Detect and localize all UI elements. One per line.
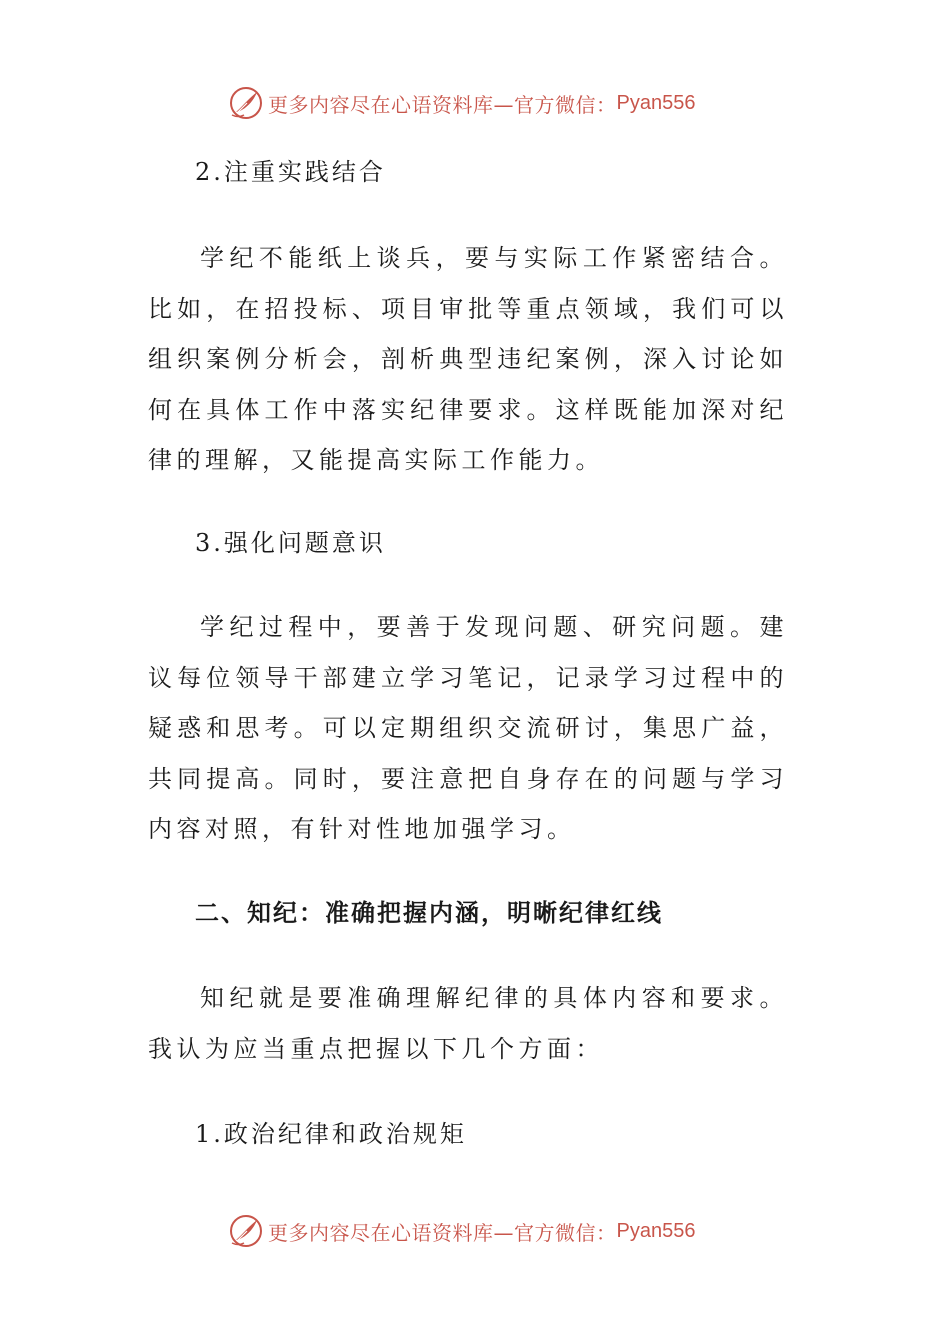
- watermark-text: 更多内容尽在心语资料库—官方微信：: [268, 92, 617, 117]
- section-heading-zhiji: 二、知纪：准确把握内涵，明晰纪律红线: [195, 899, 663, 927]
- quill-pen-logo-icon: [228, 1213, 264, 1249]
- paragraph-zhiji: 知纪就是要准确理解纪律的具体内容和要求。我认为应当重点把握以下几个方面：: [148, 984, 788, 1063]
- paragraph-problem-awareness: 学纪过程中，要善于发现问题、研究问题。建议每位领导干部建立学习笔记，记录学习过程中的疑惑和思考。可以定期组织交流研讨，集思广益，共同提高。同时，要注意把自身存在的问题与学习内容对照，有针对性地加强学习。: [148, 613, 788, 843]
- subheading-problem-awareness: 3.强化问题意识: [195, 529, 386, 557]
- subheading-political-discipline: 1.政治纪律和政治规矩: [195, 1120, 467, 1148]
- watermark-handle: Pyan556: [616, 1219, 696, 1242]
- footer-watermark: [228, 1211, 695, 1251]
- paragraph-practice: 学纪不能纸上谈兵，要与实际工作紧密结合。比如，在招投标、项目审批等重点领域，我们可以组织案例分析会，剖析典型违纪案例，深入讨论如何在具体工作中落实纪律要求。这样既能加深对纪律的理解，又能提高实际工作能力。: [148, 244, 788, 474]
- subheading-practice: 2.注重实践结合: [195, 158, 386, 186]
- watermark-text: 更多内容尽在心语资料库—官方微信：: [268, 1220, 617, 1245]
- watermark-handle: Pyan556: [616, 91, 696, 114]
